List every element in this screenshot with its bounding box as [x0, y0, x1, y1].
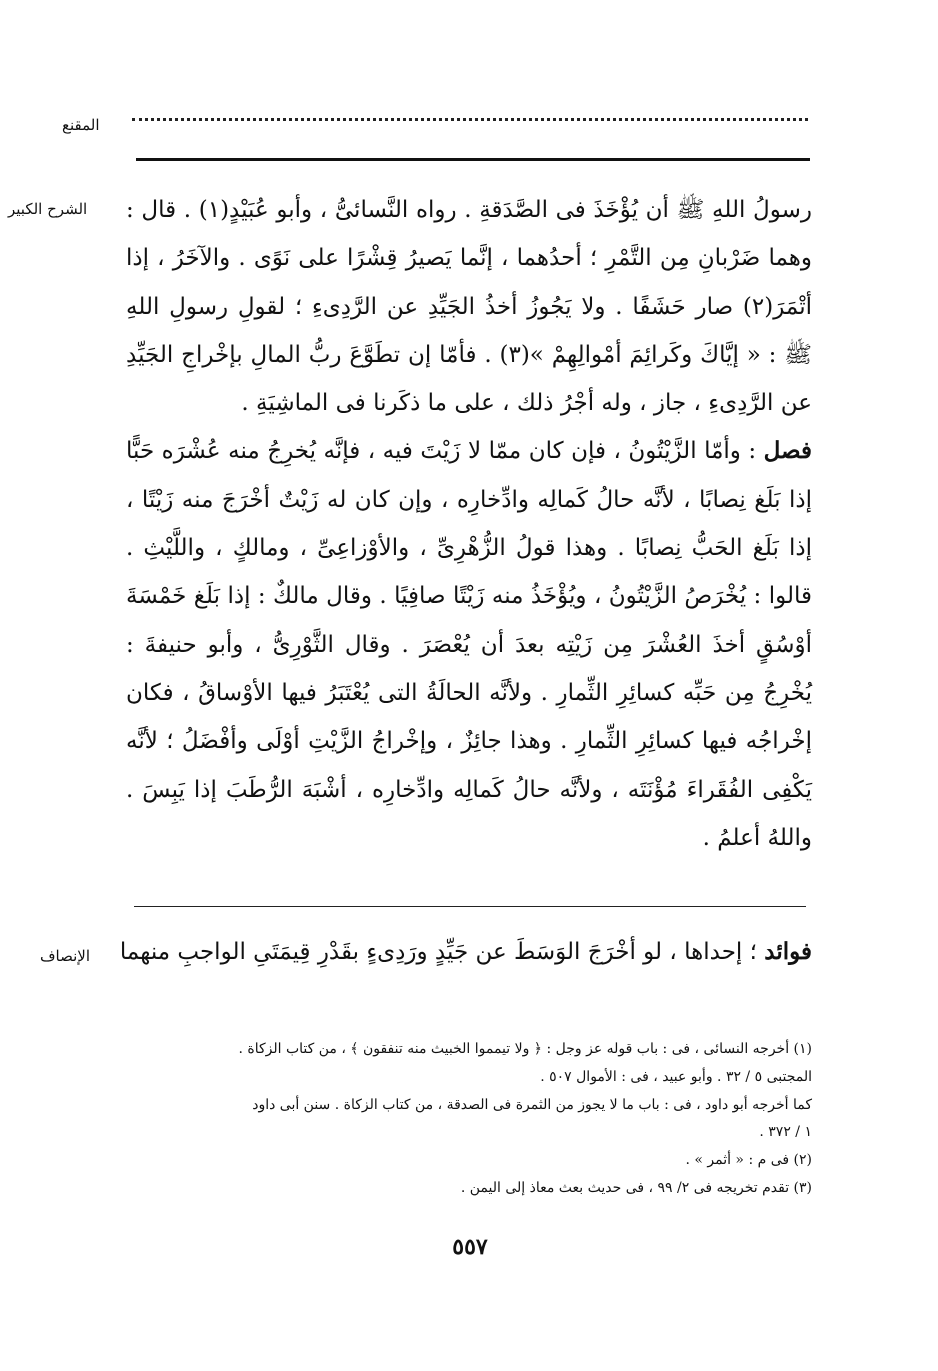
footnote-line: (٣) تقدم تخريجه فى ٢/ ٩٩ ، فى حديث بعث معاذ إلى اليمن .: [460, 1179, 812, 1196]
mid-rule: [134, 906, 806, 907]
fasl-heading: فصل: [763, 437, 812, 465]
fawaid-heading: فوائد: [764, 938, 812, 965]
page-number: ٥٥٧: [452, 1234, 488, 1260]
side-label-sharh: الشرح الكبير: [8, 200, 88, 218]
footnotes: [122, 1036, 812, 1203]
insaf-text: ؛ إحداها ، لو أخْرَجَ الوَسَطَ عن جَيِّدٍ ورَدِىءٍ بقَدْرِ قِيمَتَىِ الواجبِ منهما: [119, 939, 765, 965]
top-rule: [136, 158, 810, 161]
running-head: المقنع: [62, 116, 100, 134]
footnote-line: (١) أخرجه النسائى ، فى : باب قوله عز وجل : ﴿ ولا تيمموا الخبيث منه تنفقون ﴾ ، من كتاب الزكاة .: [238, 1041, 812, 1057]
side-label-insaf: الإنصاف: [40, 947, 91, 965]
dotted-leader: [132, 118, 808, 121]
footnote-line: ١ / ٣٧٢ .: [759, 1124, 812, 1141]
main-text: [126, 186, 812, 862]
footnote-line: المجتبى ٥ / ٣٢ . وأبو عبيد ، فى : الأموال ٥٠٧ .: [540, 1068, 812, 1085]
paragraph-1: رسولُ اللهِ ﷺ أن يُؤْخَذَ فى الصَّدَقةِ . رواه النَّسائىُّ ، وأبو عُبَيْدٍ(١) . قال : وهما ضَرْبانِ مِن التَّمْرِ ؛ أحدُهما ، إنَّما يَصيرُ قِشْرًا على نَوًى . والآخَرُ ، إذا أتْمَرَ(٢) صار حَشَفًا . ولا يَجُوزُ أخذُ الجَيِّدِ عن الرَّدِىءِ ؛ لقولِ رسولِ اللهِ ﷺ : « إيَّاكَ وكَرائِمَ أمْوالِهِمْ »(٣) . فأمّا إن تطَوَّعَ ربُّ المالِ بإخْراجِ الجَيِّدِ عن الرَّدِىءِ ، جاز ، وله أجْرُ ذلك ، على ما ذكَرنا فى الماشِيَةِ .: [126, 197, 812, 417]
footnote-line: كما أخرجه أبو داود ، فى : باب ما لا يجوز من الثمرة فى الصدقة ، من كتاب الزكاة . سنن أبى داود: [252, 1096, 812, 1113]
footnote-line: (٢) فى م : « أثمر » .: [685, 1152, 812, 1169]
insaf-line: [119, 938, 812, 965]
paragraph-2: [126, 427, 812, 862]
paragraph-2-text: : وأمّا الزَّيْتُونُ ، فإن كان ممّا لا زَيْتَ فيه ، فإنَّه يُخرِجُ منه عُشْرَه حَبًّا إذا بَلَغ نِصابًا ، لأنَّه حالُ كَمالِه وادِّخارِه ، وإن كان له زَيْتٌ أخْرَجَ منه زَيْتًا ، إذا بَلَغ الحَبُّ نِصابًا . وهذا قولُ الزُّهْرِىِّ ، والأوْزاعِىِّ ، ومالكٍ ، واللَّيْثِ . قالوا : يُخْرَصُ الزَّيْتُونُ ، ويُؤْخَذُ منه زَيْتًا صافِيًا . وقال مالكٌ : إذا بَلَغ خَمْسَةَ أوْسُقٍ أخذَ العُشْرَ مِن زَيْتِه بعدَ أن يُعْصَرَ . وقال الثَّوْرِىُّ ، وأبو حنيفةَ : يُخْرِجُ مِن حَبِّه كسائِرِ الثِّمارِ . ولأنَّه الحالَةُ التى يُعْتَبَرُ فيها الأوْساقُ ، فكان إخْراجُه فيها كسائِرِ الثِّمارِ . وهذا جائِزٌ ، وإخْراجُ الزَّيْتِ أوْلَى وأفْضَلُ ؛ لأنَّه يَكْفِى الفُقَراءَ مُؤْنَتَه ، ولأنَّه حالُ كَمالِه وادِّخارِه ، أشْبَهَ الرُّطَبَ إذا يَبِسَ . واللهُ أعلمُ .: [126, 438, 812, 851]
